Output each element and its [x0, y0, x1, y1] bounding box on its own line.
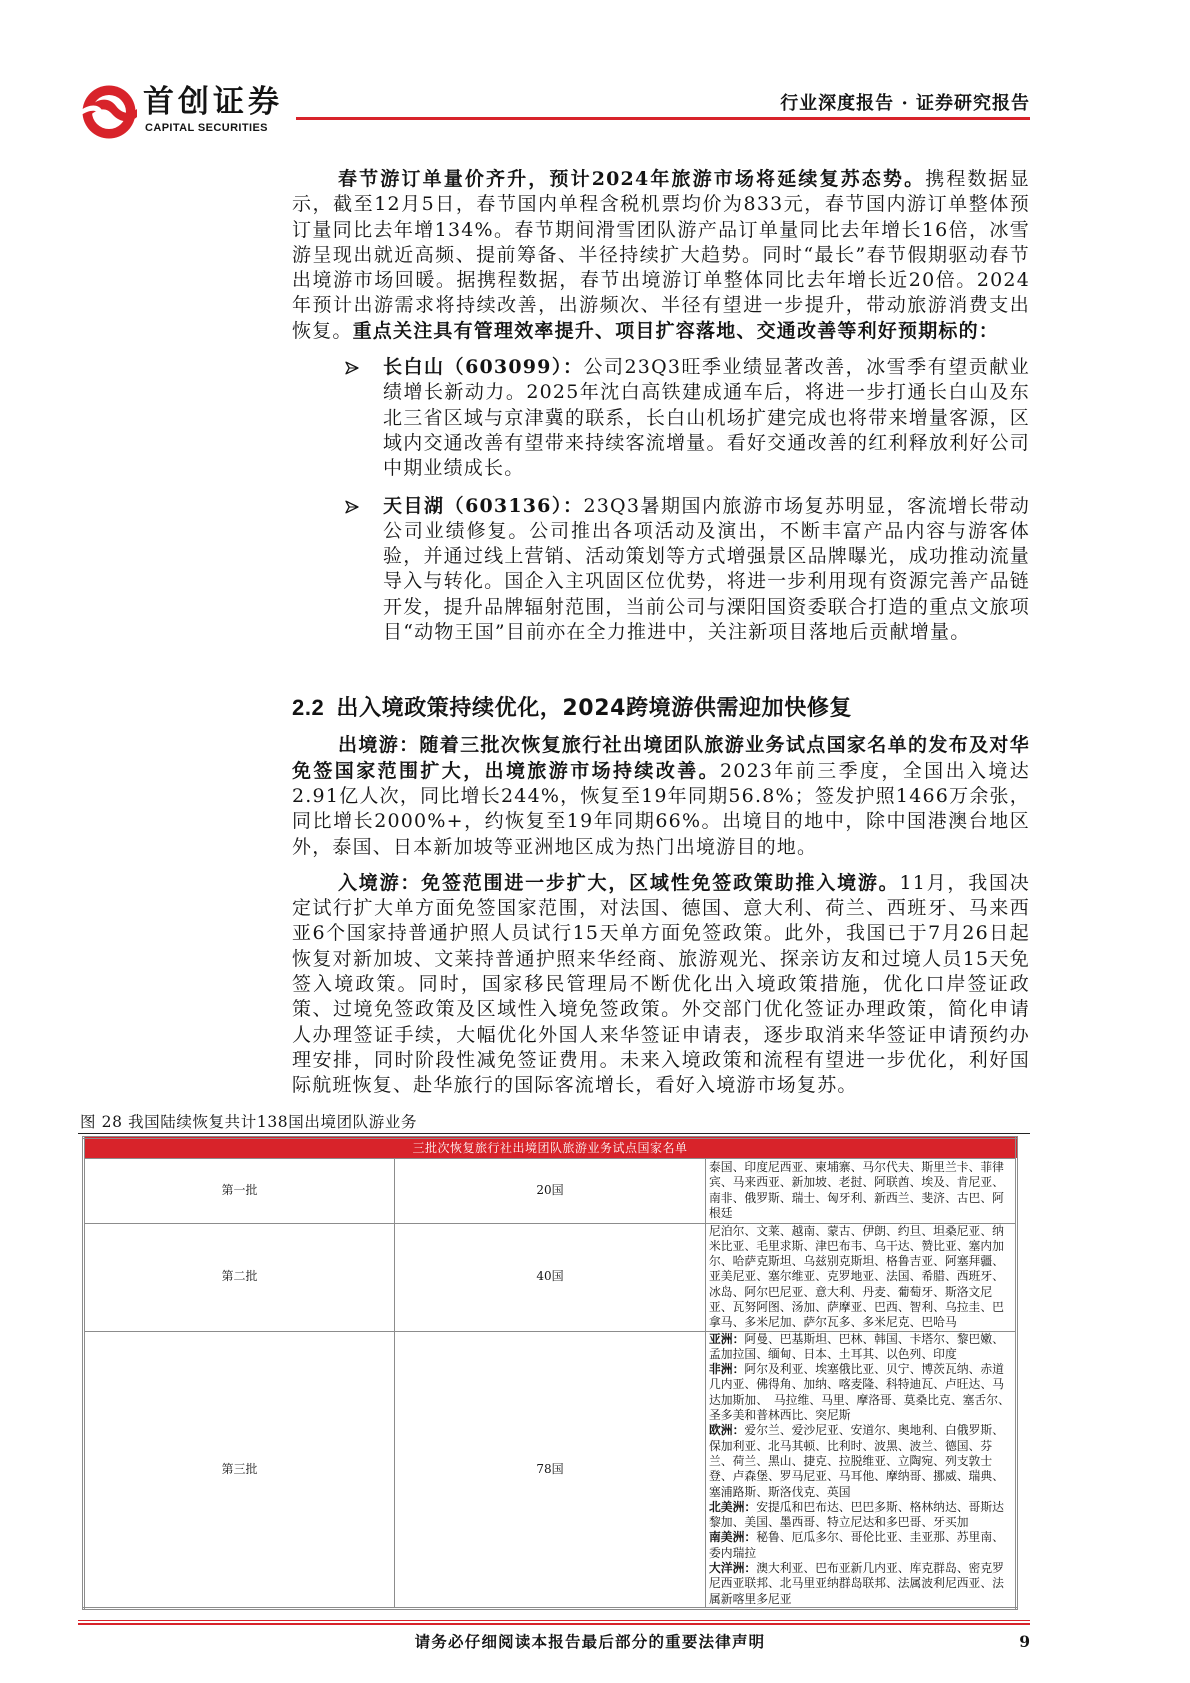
paragraph-lead: 入境游：免签范围进一步扩大，区域性免签政策助推入境游。 — [338, 871, 900, 894]
logo-chinese-name: 首创证券 — [143, 84, 283, 120]
capital-securities-logo-icon — [80, 84, 138, 140]
continent-label: 非洲： — [709, 1362, 745, 1377]
paragraph-lead: 出境游：随着三批次恢复旅行社出境团队旅游业务试点国家名单的发布及对华免签国家范围扩大，出境旅游市场持续改善。 — [292, 734, 1030, 782]
stock-text: 公司23Q3旺季业绩显著改善，冰雪季有望贡献业绩增长新动力。2025年沈白高铁建成通车后，将进一步打通长白山及东北三省区域与京津冀的联系，长白山机场扩建完成也将带来增量客源，区域内交通改善有望带来持续客流增量。看好交通改善的红利释放利好公司中期业绩成长。 — [383, 356, 1030, 480]
continent-group-south-america — [709, 1530, 1011, 1561]
continent-group-asia — [709, 1332, 1011, 1363]
continent-label: 大洋洲： — [709, 1561, 757, 1576]
table-row — [84, 1158, 1017, 1223]
legal-disclaimer: 请务必仔细阅读本报告最后部分的重要法律声明 — [414, 1631, 766, 1651]
arrow-bullet-icon — [345, 361, 359, 375]
continent-group-north-america — [709, 1500, 1011, 1531]
continent-group-europe — [709, 1423, 1011, 1499]
batch-cell: 第一批 — [84, 1158, 395, 1223]
stock-name: 长白山（603099）： — [383, 356, 584, 379]
table-row — [84, 1331, 1017, 1608]
stock-text: 23Q3暑期国内旅游市场复苏明显，客流增长带动公司业绩修复。公司推出各项活动及演出，不断丰富产品内容与游客体验，并通过线上营销、活动策划等方式增强景区品牌曝光，成功推动流量导入与转化。国企入主巩固区位优势，将进一步利用现有资源完善产品链开发，提升品牌辐射范围，当前公司与溧阳国资委联合打造的重点文旅项目“动物王国”目前亦在全力推进中，关注新项目落地后贡献增量。 — [383, 494, 1030, 644]
continent-group-africa — [709, 1362, 1011, 1423]
table-title: 三批次恢复旅行社出境团队旅游业务试点国家名单 — [84, 1137, 1017, 1158]
pilot-country-table — [82, 1136, 1018, 1610]
spring-festival-paragraph — [292, 167, 1030, 344]
continent-countries: 澳大利亚、巴布亚新几内亚、库克群岛、密克罗尼西亚联邦、北马里亚纳群岛联邦、法属波利尼西亚、法属新喀里多尼亚 — [709, 1561, 1004, 1606]
batch-cell: 第三批 — [84, 1331, 395, 1608]
paragraph-body: 2023年前三季度，全国出入境达2.91亿人次，同比增长244%，恢复至19年同期56.8%；签发护照1466万余张，同比增长2000%+，约恢复至19年同期66%。出境目的地中，除中国港澳台地区外，泰国、日本新加坡等亚洲地区成为热门出境游目的地。 — [292, 759, 1030, 858]
header-divider — [296, 117, 1030, 120]
continent-label: 亚洲： — [709, 1331, 745, 1346]
continent-label: 欧洲： — [709, 1423, 745, 1438]
stock-name: 天目湖（603136）： — [383, 494, 584, 517]
section-heading — [292, 693, 1030, 724]
continent-group-oceania — [709, 1561, 1011, 1607]
continent-countries: 安提瓜和巴布达、巴巴多斯、格林纳达、哥斯达黎加、美国、墨西哥、特立尼达和多巴哥、牙买加 — [709, 1499, 1004, 1530]
footer-divider — [78, 1620, 1030, 1625]
figure-caption: 图 28 我国陆续恢复共计138国出境团队游业务 — [78, 1111, 1030, 1134]
paragraph-body: 携程数据显示，截至12月5日，春节国内单程含税机票均价为833元，春节国内游订单整体预订量同比去年增134%。春节期间滑雪团队游产品订单量同比去年增长16倍，冰雪游呈现出就近高频、提前筹备、半径持续扩大趋势。同时“最长”春节假期驱动春节出境游市场回暖。据携程数据，春节出境游订单整体同比去年增长近20倍。2024年预计出游需求将持续改善，出游频次、半径有望进一步提升，带动旅游消费支出恢复。 — [292, 168, 1030, 342]
paragraph-tail: 重点关注具有管理效率提升、项目扩容落地、交通改善等利好预期标的： — [352, 319, 1000, 342]
countries-cell: 尼泊尔、文莱、越南、蒙古、伊朗、约旦、坦桑尼亚、纳米比亚、毛里求斯、津巴布韦、乌干达、赞比亚、塞内加尔、哈萨克斯坦、乌兹别克斯坦、格鲁吉亚、阿塞拜疆、亚美尼亚、塞尔维亚、克罗地亚、法国、希腊、西班牙、冰岛、阿尔巴尼亚、意大利、丹麦、葡萄牙、斯洛文尼亚、瓦努阿图、汤加、萨摩亚、巴西、智利、乌拉圭、巴拿马、多米尼加、萨尔瓦多、多米尼克、巴哈马 — [706, 1223, 1017, 1331]
count-cell: 40国 — [395, 1223, 706, 1331]
continent-countries: 阿尔及利亚、埃塞俄比亚、贝宁、博茨瓦纳、赤道几内亚、佛得角、加纳、喀麦隆、科特迪瓦、卢旺达、马达加斯加、 马拉维、马里、摩洛哥、莫桑比克、塞舌尔、圣多美和普林西比、突尼斯 — [709, 1362, 1010, 1423]
section-title: 出入境政策持续优化，2024跨境游供需迎加快修复 — [336, 696, 853, 722]
outbound-paragraph — [292, 733, 1030, 859]
continent-countries: 阿曼、巴基斯坦、巴林、韩国、卡塔尔、黎巴嫩、孟加拉国、缅甸、日本、土耳其、以色列、印度 — [709, 1331, 1004, 1361]
arrow-bullet-icon — [345, 500, 359, 514]
table-header-row — [84, 1137, 1017, 1158]
continent-label: 南美洲： — [709, 1530, 757, 1545]
count-cell: 20国 — [395, 1158, 706, 1223]
paragraph-lead: 春节游订单量价齐升，预计2024年旅游市场将延续复苏态势。 — [338, 168, 926, 190]
logo-english-name: CAPITAL SECURITIES — [145, 122, 268, 134]
stock-item-changbaishan — [292, 355, 1030, 481]
continent-countries: 爱尔兰、爱沙尼亚、安道尔、奥地利、白俄罗斯、保加利亚、北马其顿、比利时、波黑、波兰、德国、芬兰、荷兰、黑山、捷克、拉脱维亚、立陶宛、列支敦士登、卢森堡、罗马尼亚、马耳他、摩纳哥、挪威、瑞典、塞浦路斯、斯洛伐克、英国 — [709, 1423, 1004, 1499]
batch-cell: 第二批 — [84, 1223, 395, 1331]
countries-cell-by-continent — [706, 1331, 1017, 1608]
continent-label: 北美洲： — [709, 1499, 757, 1514]
countries-cell: 泰国、印度尼西亚、柬埔寨、马尔代夫、斯里兰卡、菲律宾、马来西亚、新加坡、老挝、阿联酋、埃及、肯尼亚、南非、俄罗斯、瑞士、匈牙利、新西兰、斐济、古巴、阿根廷 — [706, 1158, 1017, 1223]
page-number: 9 — [1019, 1631, 1030, 1651]
report-type-label: 行业深度报告 · 证券研究报告 — [780, 93, 1030, 114]
continent-countries: 秘鲁、厄瓜多尔、哥伦比亚、圭亚那、苏里南、委内瑞拉 — [709, 1530, 1004, 1560]
stock-item-tianmuhu — [292, 494, 1030, 646]
main-content — [78, 167, 1030, 1656]
count-cell: 78国 — [395, 1331, 706, 1608]
inbound-paragraph — [292, 871, 1030, 1099]
paragraph-body: 11月，我国决定试行扩大单方面免签国家范围，对法国、德国、意大利、荷兰、西班牙、马来西亚6个国家持普通护照人员试行15天单方面免签政策。此外，我国已于7月26日起恢复对新加坡、文莱持普通护照来华经商、旅游观光、探亲访友和过境人员15天免签入境政策。同时，国家移民管理局不断优化出入境政策措施，优化口岸签证政策、过境免签政策及区域性入境免签政策。外交部门优化签证办理政策，简化申请人办理签证手续，大幅优化外国人来华签证申请表，逐步取消来华签证申请预约办理安排，同时阶段性减免签证费用。未来入境政策和流程有望进一步优化，利好国际航班恢复、赴华旅行的国际客流增长，看好入境游市场复苏。 — [292, 871, 1031, 1097]
table-row — [84, 1223, 1017, 1331]
page-footer — [78, 1630, 1030, 1656]
section-number: 2.2 — [292, 695, 325, 721]
